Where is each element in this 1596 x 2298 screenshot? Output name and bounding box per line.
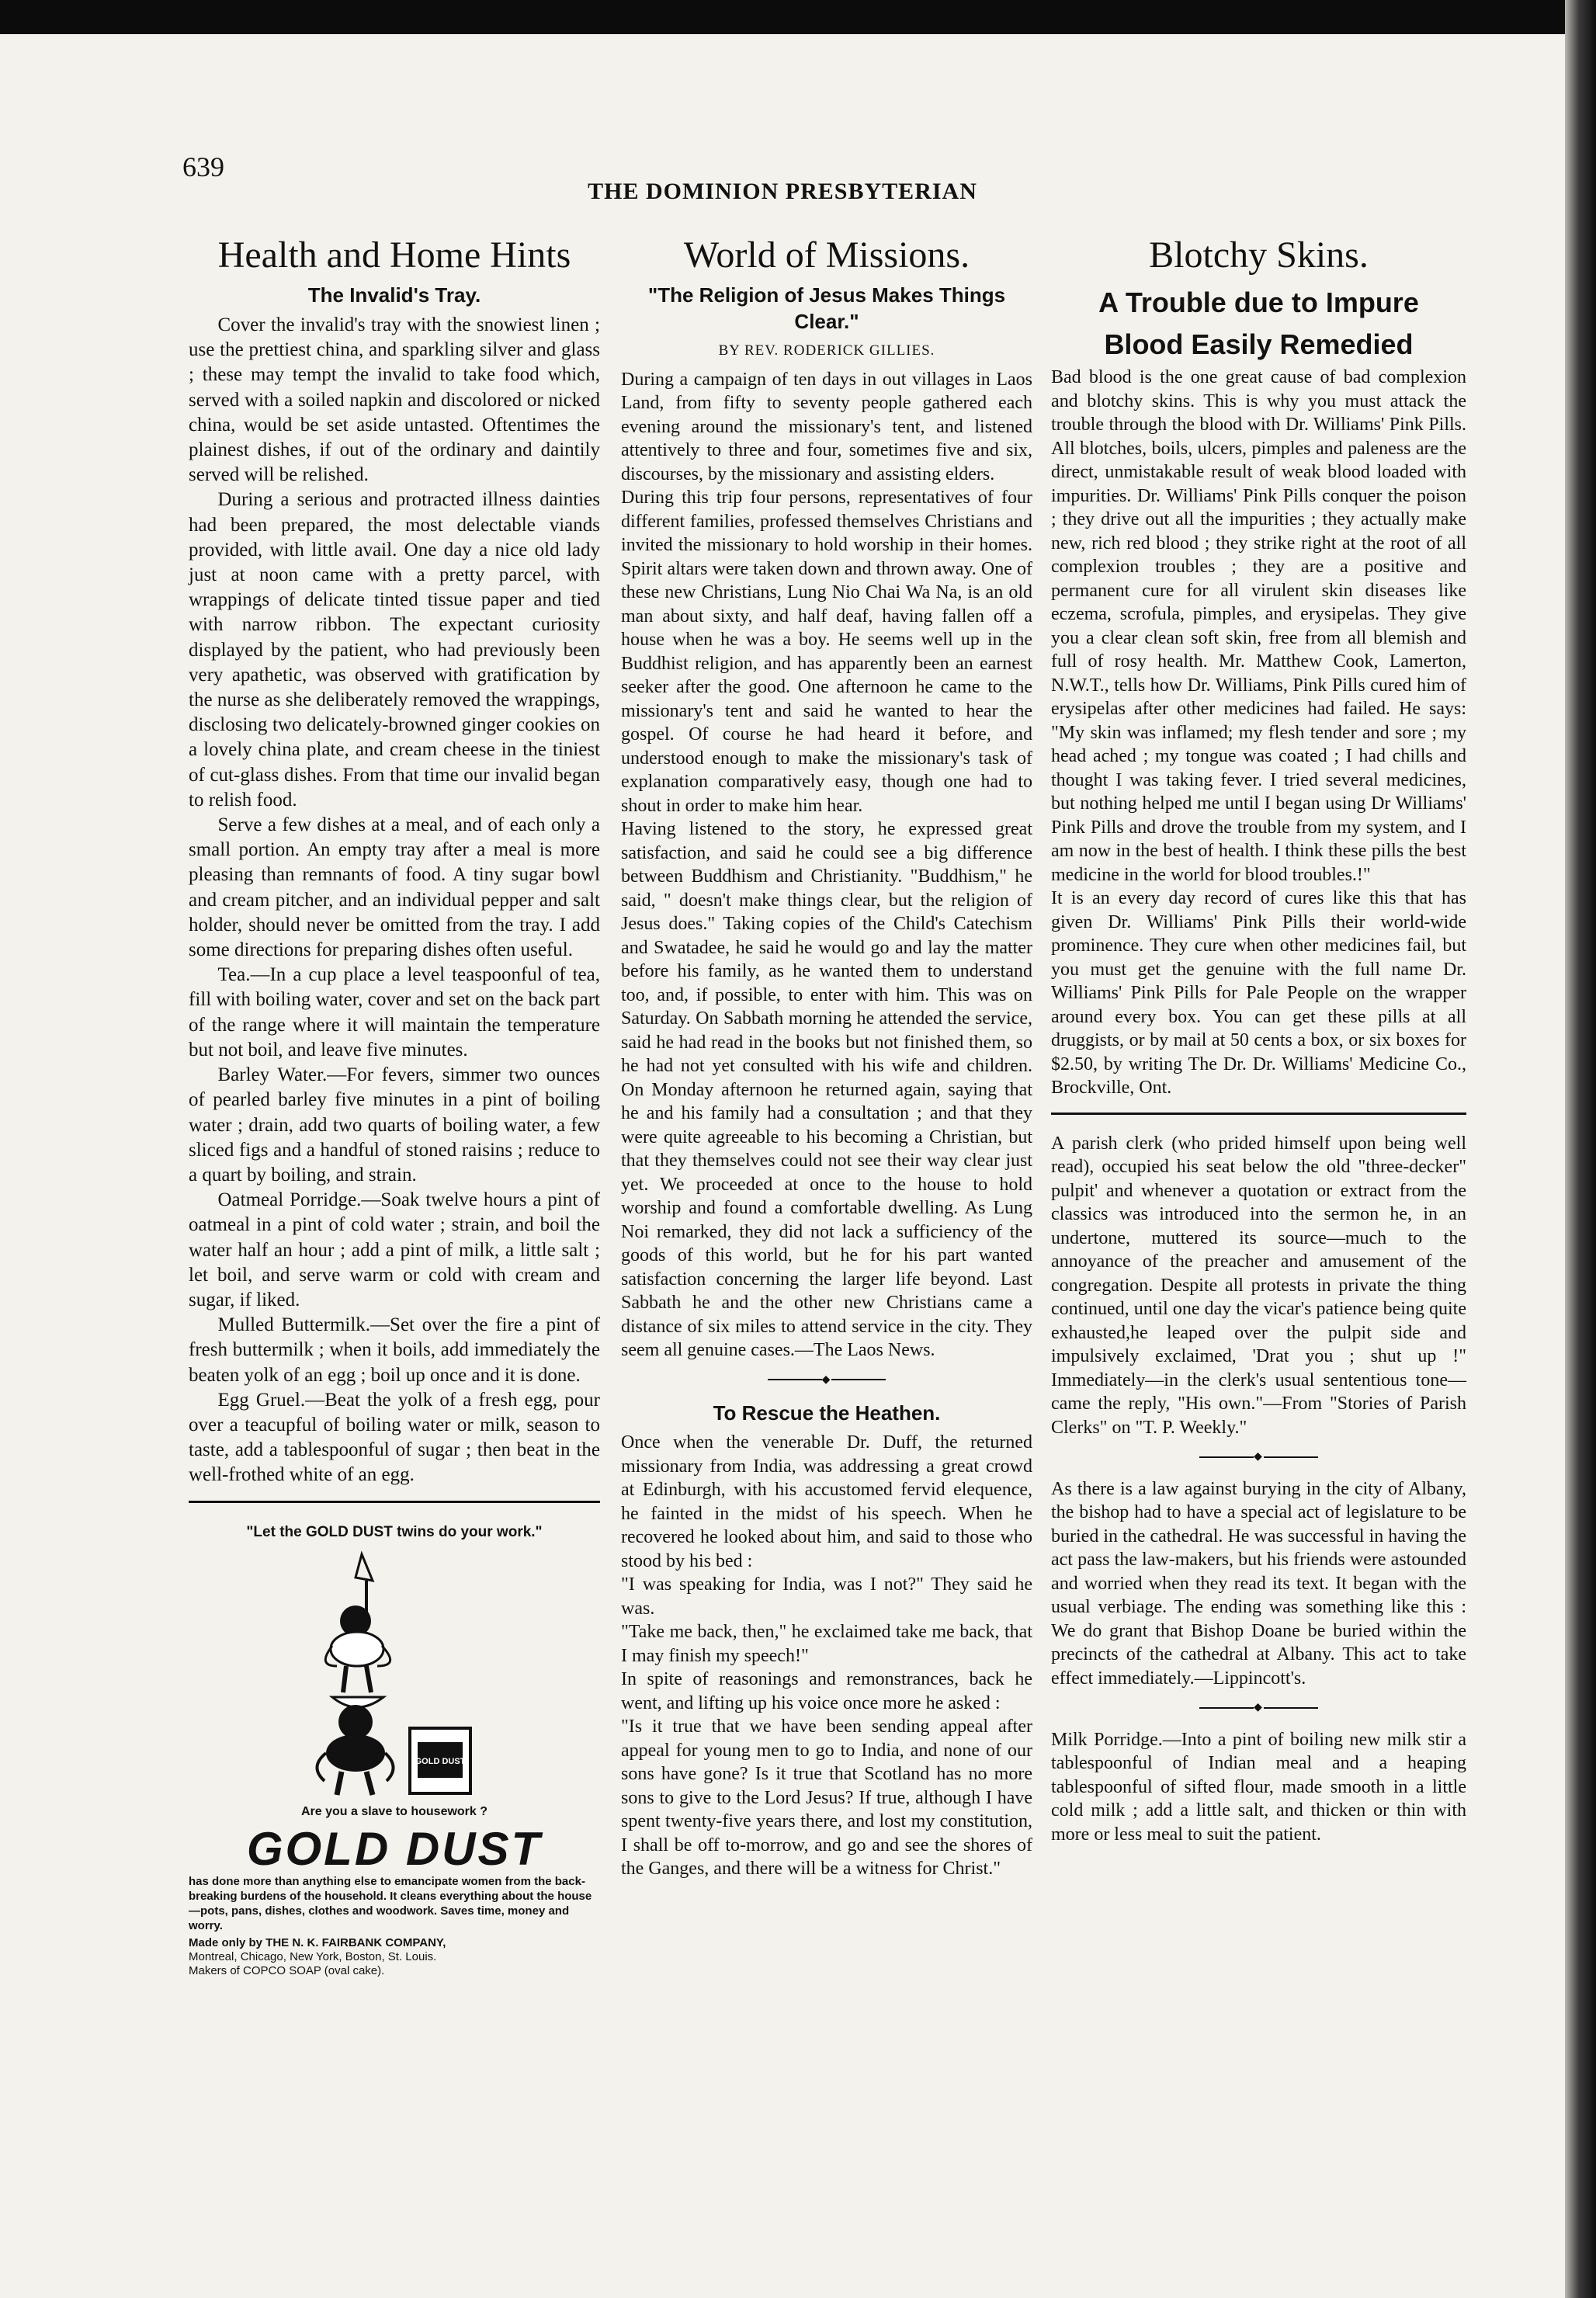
paragraph: Mulled Buttermilk.—Set over the fire a pint of fresh buttermilk ; when it boils, add immediately the beaten yolk of an egg ; boil up once and it is done. [189,1314,600,1386]
paragraph: "I was speaking for India, was I not?" They said he was. [621,1574,1032,1619]
separator: ◆ [1051,1446,1466,1470]
scan-right-edge [1565,0,1596,2298]
ad-subtitle: Blood Easily Remedied [1104,328,1414,360]
divider [1051,1113,1466,1115]
paragraph: "Is it true that we have been sending appeal after appeal for young men to go to India, and none of our sons have gone? Is it true that Scotland has no more sons to give to the Lord Jesus? If true, although I have spent twenty-five years there, and lost my constitution, I shall be off to-morrow, and go and see the shores of the Ganges, and there will be a witness for Christ." [621,1717,1032,1879]
column-world-of-missions [621,232,1032,1881]
page-number: 639 [182,151,224,182]
ad-brand: GOLD DUST [246,1822,543,1875]
paragraph: Milk Porridge.—Into a pint of boiling new milk stir a tablespoonful of Indian meal and a heaping tablespoonful of sifted flour, made smooth in a little cold milk ; add a little salt, and thicken or thin with more or less meal to suit the patient. [1051,1729,1466,1845]
section-title: Health and Home Hints [217,234,571,276]
paragraph: "Take me back, then," he exclaimed take me back, that I may finish my speech!" [621,1622,1032,1666]
paragraph: During a serious and protracted illness dainties had been prepared, the most delectable viands provided, with little avail. One day a nice old lady just at noon came with a pretty parcel, with wrappings of delicate tinted tissue paper and tied with narrow ribbon. The expectant curiosity displayed by the patient, who had previously been very apathetic, was observed with gratification by the nurse as she deliberately removed the wrappings, disclosing two delicately-browned ginger cookies on a lovely china plate, and cream cheese in the tiniest of cut-glass dishes. From that time our invalid began to relish food. [189,489,600,811]
gold-dust-twins-illustration [301,1550,487,1798]
paragraph: Tea.—In a cup place a level teaspoonful of tea, fill with boiling water, cover and set on the back part of the range where it will maintain the temperature but not boil, and leave five minutes. [189,964,600,1060]
ad-footer-makers: Makers of COPCO SOAP (oval cake). [189,1963,385,1977]
paragraph: It is an every day record of cures like this that has given Dr. Williams' Pink Pills their world-wide prominence. They cure when other medicines fail, but you must get the genuine with the full name Dr. Williams' Pink Pills for Pale People on the wrapper around every box. You can get these pills at all druggists, or by mail at 50 cents a box, or six boxes for $2.50, by writing The Dr. Dr. Williams' Medicine Co., Brockville, Ont. [1051,888,1466,1098]
column-health-home [189,232,600,1978]
separator: ◆ [1051,1696,1466,1720]
paragraph: Bad blood is the one great cause of bad complexion and blotchy skins. This is why you must attack the trouble through the blood with Dr. Williams' Pink Pills. All blotches, boils, ulcers, pimples and paleness are the direct, unmistakable result of weak blood loaded with impurities. Dr. Williams' Pink Pills conquer the poison ; they drive out all the impurities ; they actually make new, rich red blood ; they strike right at the root of all complexion troubles ; they are a positive and permanent cure for all virulent skin diseases like eczema, scrofula, pimples, and erysipelas. They give you a clear clean soft skin, free from all blemish and full of rosy health. Mr. Matthew Cook, Lamerton, N.W.T., tells how Dr. Williams, Pink Pills cured him of erysipelas after other medicines had failed. He says: "My skin was inflamed; my flesh tender and sore ; my head ached ; my tongue was coated ; I had chills and thought I was taking fever. I tried several medicines, but nothing helped me until I began using Dr Williams' Pink Pills and drove the trouble from my system, and I am now in the best of health. I think these pills the best medicine in the world for blood troubles.!" [1051,367,1466,885]
section-title: Blotchy Skins. [1149,234,1369,276]
paragraph: In spite of reasonings and remonstrances, back he went, and lifting up his voice once more he asked : [621,1669,1032,1713]
ad-headline: "Let the GOLD DUST twins do your work." [246,1523,543,1540]
paragraph: Serve a few dishes at a meal, and of each only a small portion. An empty tray after a meal is more pleasing than remnants of food. A tiny sugar bowl and cream pitcher, and an individual pepper and salt holder, should never be omitted from the tray. I add some directions for preparing dishes often useful. [189,814,600,961]
divider [189,1501,600,1503]
byline: BY REV. RODERICK GILLIES. [718,342,935,359]
article-title: To Rescue the Heathen. [713,1401,941,1425]
box-label: GOLD DUST [415,1756,466,1766]
paragraph: Oatmeal Porridge.—Soak twelve hours a pint of oatmeal in a pint of cold water ; strain, and boil the water half an hour ; add a pint of milk, a little salt ; let boil, and serve warm or cold with cream and sugar, if liked. [189,1189,600,1310]
paragraph: During this trip four persons, representatives of four different families, professed themselves Christians and invited the missionary to hold worship in their homes. Spirit altars were taken down and thrown away. One of these new Christians, Lung Nio Chai Wa Na, is an old man about sixty, and half deaf, having fallen off a house when he was a boy. He seems well up in the Buddhist religion, and has apparently been an earnest seeker after the good. One afternoon he came to the missionary's tent and said he wanted to hear the gospel. Of course he had heard it before, and understood enough to make the missionary's task of explanation comparatively easy, though one had to shout in order to make him hear. [621,488,1032,816]
paragraph: A parish clerk (who prided himself upon being well read), occupied his seat below the old "three-decker" pulpit' and whenever a quotation or extract from the classics was introduced into the sermon he, in an undertone, muttered its source—much to the annoyance of the preacher and amusement of the congregation. Despite all protests in private the thing continued, until one day the vicar's patience being quite exhausted,he leaped over the pulpit side and impulsively exclaimed, 'Drat you ; shut up !" Immediately—in the clerk's usual sententious tone—came the reply, "His own."—From "Stories of Parish Clerks" on "T. P. Weekly." [1051,1133,1466,1438]
ad-footer [189,1936,600,1978]
ad-body: has done more than anything else to emancipate women from the back-breaking burdens of the household. It cleans everything about the house—pots, pans, dishes, clothes and woodwork. Saves time, money and worry. [189,1874,592,1932]
article-title: "The Religion of Jesus Makes Things Clear." [647,283,1006,333]
gold-dust-advertisement [189,1520,600,1978]
column-blotchy-skins [1051,232,1466,1846]
paragraph: During a campaign of ten days in out villages in Laos Land, from fifty to seventy people gathered each evening around the missionary's tent, and listened attentively to three and four, sometimes five and six, discourses, by the missionary and assisting elders. [621,369,1032,484]
scan-top-edge [0,0,1596,34]
newspaper-page [0,34,1565,2298]
ad-subtitle: A Trouble due to Impure [1098,286,1419,318]
paragraph: As there is a law against burying in the city of Albany, the bishop had to have a special act of legislature to be buried in the cathedral. He was successful in having the act pass the law-makers, but his friends were astounded and worried when they read its text. It began with the usual verbiage. The ending was something like this : We do grant that Bishop Doane be buried within the precincts of the cathedral at Albany. This act to take effect immediately.—Lippincott's. [1051,1478,1466,1689]
running-title: THE DOMINION PRESBYTERIAN [588,179,977,204]
paragraph: Barley Water.—For fevers, simmer two ounces of pearled barley five minutes in a pint of boiling water ; drain, add two quarts of boiling water, a few sliced figs and a handful of stoned raisins ; reduce to a quart by boiling, and strain. [189,1064,600,1185]
paragraph: Cover the invalid's tray with the snowiest linen ; use the prettiest china, and sparkling silver and glass ; these may tempt the invalid to take food which, served with a soiled napkin and discolored or nicked china, would be set aside untasted. Oftentimes the plainest dishes, if out of the ordinary and daintily served will be relished. [189,314,600,486]
separator: ◆ [621,1369,1032,1393]
section-title: World of Missions. [683,234,970,276]
ad-footer-maker: Made only by THE N. K. FAIRBANK COMPANY, [189,1935,446,1949]
paragraph: Once when the venerable Dr. Duff, the returned missionary from India, was addressing a great crowd at Edinburgh, with his accustomed fervid elequence, he fainted in the midst of his speech. When he recovered he looked about him, and said to those who stood by his bed : [621,1432,1032,1571]
paragraph: Having listened to the story, he expressed great satisfaction, and said he could see a big difference between Buddhism and Christianity. "Buddhism," he said, " doesn't make things clear, but the religion of Jesus does." Taking copies of the Child's Catechism and Swatadee, he said he would go and lay the matter before his family, as he wanted them to understand too, and, if possible, to enter with him. This was on Saturday. On Sabbath morning he attended the service, said he had read in the books but not finished them, so he had not yet consulted with his wife and children. On Monday afternoon he returned again, saying that he and his family had a consultation ; and that they were quite agreeable to his becoming a Christian, but that they themselves could not see their way clear just yet. We proceeded at once to the house to hold worship and found a comfortable dwelling. As Lung Noi remarked, they did not lack a sufficiency of the goods of this world, but he for his part wanted satisfaction concerning the larger life beyond. Last Sabbath he and the other new Christians came a distance of six miles to attend service in the city. They seem all genuine cases.—The Laos News. [621,819,1032,1360]
paragraph: Egg Gruel.—Beat the yolk of a fresh egg, pour over a teacupful of boiling water or milk, season to taste, add a tablespoonful of sugar ; then beat in the well-frothed white of an egg. [189,1389,600,1486]
ad-question: Are you a slave to housework ? [300,1804,488,1818]
ad-footer-cities: Montreal, Chicago, New York, Boston, St. Louis. [189,1949,437,1963]
article-title: The Invalid's Tray. [307,283,481,307]
